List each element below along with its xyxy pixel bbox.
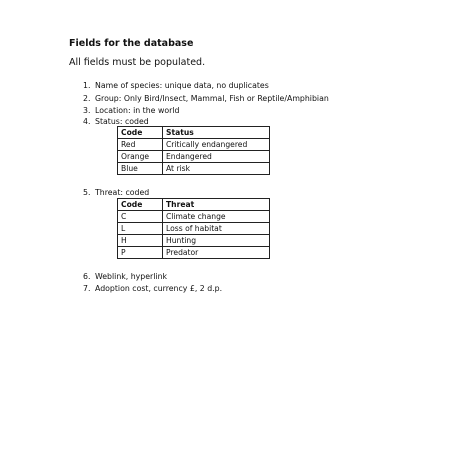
table-cell: Loss of habitat (163, 223, 270, 235)
list-item-weblink (83, 272, 167, 281)
list-number: 7. (83, 284, 91, 293)
table-cell: Red (118, 139, 163, 151)
table-cell: Climate change (163, 211, 270, 223)
list-item-text: Weblink, hyperlink (95, 272, 168, 281)
table-header-row (118, 199, 270, 211)
list-item-threat (83, 188, 149, 197)
column-header-code: Code (118, 127, 163, 139)
table-cell: At risk (163, 163, 270, 175)
list-number: 6. (83, 272, 91, 281)
list-number: 2. (83, 94, 91, 103)
table-cell: Blue (118, 163, 163, 175)
table-cell: Hunting (163, 235, 270, 247)
table-row (118, 211, 270, 223)
list-number: 3. (83, 106, 91, 115)
list-item-text: Group: Only Bird/Insect, Mammal, Fish or Reptile/Amphibian (95, 94, 329, 103)
page-title: Fields for the database (69, 38, 194, 49)
table-cell: Critically endangered (163, 139, 270, 151)
table-header-row (118, 127, 270, 139)
table-cell: L (118, 223, 163, 235)
table-cell: C (118, 211, 163, 223)
status-code-table (117, 126, 270, 175)
table-row (118, 247, 270, 259)
list-item-text: Location: in the world (95, 106, 180, 115)
column-header-status: Status (163, 127, 270, 139)
list-item-name-of-species (83, 81, 269, 90)
table-row (118, 235, 270, 247)
list-item-text: Status: coded (95, 117, 149, 126)
list-number: 1. (83, 81, 91, 90)
list-number: 4. (83, 117, 91, 126)
table-cell: Orange (118, 151, 163, 163)
table-cell: H (118, 235, 163, 247)
threat-code-table (117, 198, 270, 259)
list-item-location (83, 106, 179, 115)
table-row (118, 163, 270, 175)
column-header-code: Code (118, 199, 163, 211)
intro-text: All fields must be populated. (69, 57, 206, 68)
column-header-threat: Threat (163, 199, 270, 211)
list-item-adoption-cost (83, 284, 222, 293)
table-cell: P (118, 247, 163, 259)
table-cell: Predator (163, 247, 270, 259)
list-item-status (83, 117, 149, 126)
table-row (118, 151, 270, 163)
list-number: 5. (83, 188, 91, 197)
table-cell: Endangered (163, 151, 270, 163)
table-row (118, 139, 270, 151)
table-row (118, 223, 270, 235)
list-item-text: Name of species: unique data, no duplicates (95, 81, 269, 90)
list-item-group (83, 94, 329, 103)
list-item-text: Adoption cost, currency £, 2 d.p. (95, 284, 223, 293)
list-item-text: Threat: coded (95, 188, 150, 197)
